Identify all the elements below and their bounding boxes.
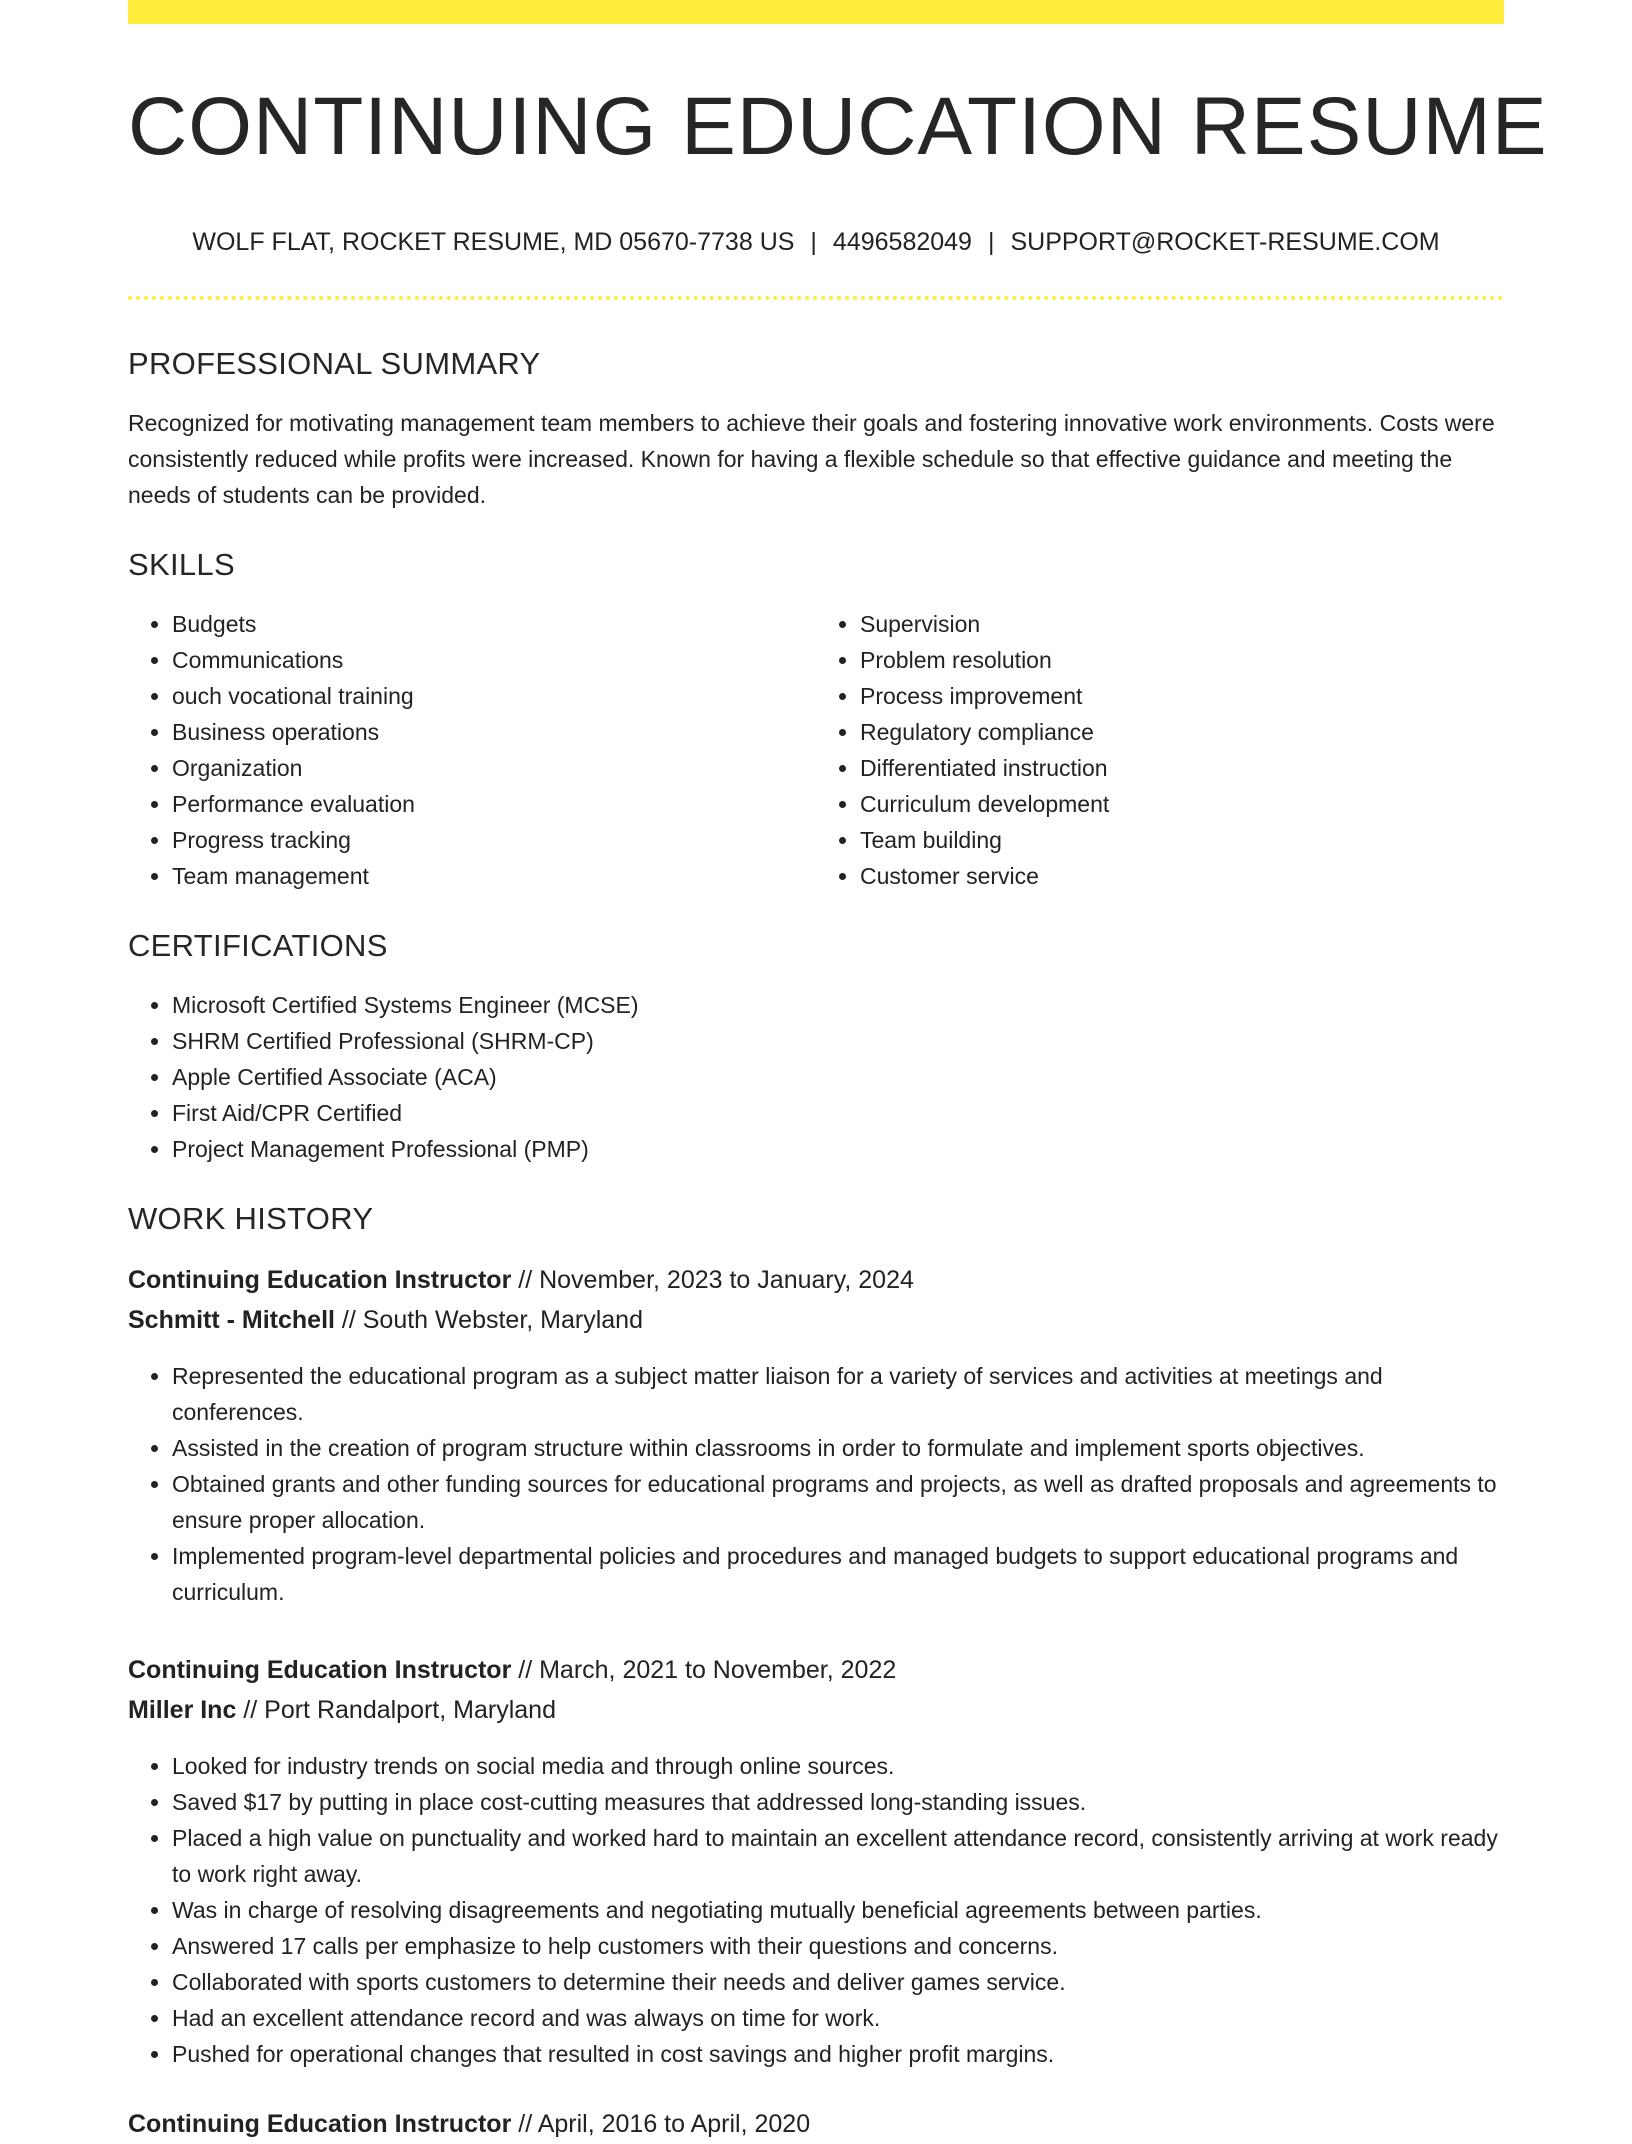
skill-item: • Budgets xyxy=(172,606,816,642)
certifications-heading: CERTIFICATIONS xyxy=(128,928,388,963)
work-history-heading: WORK HISTORY xyxy=(128,1201,374,1236)
dotted-divider xyxy=(128,296,1504,300)
skills-column-right xyxy=(816,606,1504,894)
contact-email[interactable]: SUPPORT@ROCKET-RESUME.COM xyxy=(1010,228,1440,256)
contact-separator: | xyxy=(987,228,995,256)
job-title-line xyxy=(128,1650,1504,1690)
skill-item: • Curriculum development xyxy=(860,786,1504,822)
job-bullet: • Saved $17 by putting in place cost-cutting measures that addressed long-standing issues. xyxy=(172,1784,1504,1820)
job-company-line xyxy=(128,1690,1504,1730)
certification-item: • SHRM Certified Professional (SHRM-CP) xyxy=(172,1023,1504,1059)
skills-list xyxy=(128,606,1504,894)
certification-item: • Project Management Professional (PMP) xyxy=(172,1131,1504,1167)
skill-item: • Team management xyxy=(172,858,816,894)
job-title: Continuing Education Instructor xyxy=(128,1656,512,1684)
contact-separator: | xyxy=(810,228,817,256)
skill-item: • Supervision xyxy=(860,606,1504,642)
skill-item: • Customer service xyxy=(860,858,1504,894)
job-bullet: • Represented the educational program as a subject matter liaison for a variety of services and activities at meetings and conferences. xyxy=(172,1358,1504,1430)
contact-phone[interactable]: 4496582049 xyxy=(832,228,972,256)
skills-column-left xyxy=(128,606,816,894)
skill-item: • Progress tracking xyxy=(172,822,816,858)
job-bullet: • Answered 17 calls per emphasize to help customers with their questions and concerns. xyxy=(172,1928,1504,1964)
certifications-list xyxy=(128,987,1504,1167)
skill-item: • Communications xyxy=(172,642,816,678)
job-dates: // April, 2016 to April, 2020 xyxy=(511,2110,811,2138)
job-bullets xyxy=(128,1358,1504,1610)
skill-item: • Problem resolution xyxy=(860,642,1504,678)
job-title: Continuing Education Instructor xyxy=(128,2110,512,2138)
job-bullet: • Assisted in the creation of program structure within classrooms in order to formulate and implement sports objectives. xyxy=(172,1430,1504,1466)
job-bullet: • Obtained grants and other funding sources for educational programs and projects, as well as drafted proposals and agreements to ensure proper allocation. xyxy=(172,1466,1504,1538)
job-bullet: • Placed a high value on punctuality and worked hard to maintain an excellent attendance record, consistently arriving at work ready to work right away. xyxy=(172,1820,1504,1892)
job-location: // South Webster, Maryland xyxy=(334,1306,643,1334)
skill-item: • Performance evaluation xyxy=(172,786,816,822)
job-entry xyxy=(128,1260,1504,1610)
resume-page xyxy=(128,0,1548,2144)
certification-item: • Apple Certified Associate (ACA) xyxy=(172,1059,1504,1095)
job-bullet: • Implemented program-level departmental policies and procedures and managed budgets to support educational programs and curriculum. xyxy=(172,1538,1504,1610)
job-title: Continuing Education Instructor xyxy=(128,1266,512,1294)
job-title-line xyxy=(128,1260,1504,1300)
accent-top-bar xyxy=(128,0,1504,24)
job-company: Miller Inc xyxy=(128,1696,237,1724)
job-bullet: • Pushed for operational changes that resulted in cost savings and higher profit margins. xyxy=(172,2036,1504,2072)
summary-text: Recognized for motivating management team members to achieve their goals and fostering innovative work environments. Costs were consistently reduced while profits were increased. Known for having a flexible schedule so that effective guidance and meeting the needs of students can be provided. xyxy=(128,410,1495,508)
job-location: // Port Randalport, Maryland xyxy=(236,1696,556,1724)
skills-heading: SKILLS xyxy=(128,547,235,582)
job-dates: // November, 2023 to January, 2024 xyxy=(511,1266,914,1294)
job-bullets xyxy=(128,1748,1504,2072)
job-bullet: • Was in charge of resolving disagreements and negotiating mutually beneficial agreements between parties. xyxy=(172,1892,1504,1928)
summary-heading: PROFESSIONAL SUMMARY xyxy=(128,346,541,381)
contact-address: WOLF FLAT, ROCKET RESUME, MD 05670-7738 US xyxy=(192,228,795,256)
job-company-line xyxy=(128,1300,1504,1340)
job-bullet: • Had an excellent attendance record and was always on time for work. xyxy=(172,2000,1504,2036)
skill-item: • Process improvement xyxy=(860,678,1504,714)
contact-line xyxy=(128,230,1504,255)
skill-item: • Organization xyxy=(172,750,816,786)
resume-title: CONTINUING EDUCATION RESUME xyxy=(128,81,1548,172)
job-company: Schmitt - Mitchell xyxy=(128,1306,335,1334)
skill-item: • Business operations xyxy=(172,714,816,750)
job-title-line xyxy=(128,2104,1504,2144)
skill-item: • ouch vocational training xyxy=(172,678,816,714)
job-bullet: • Collaborated with sports customers to determine their needs and deliver games service. xyxy=(172,1964,1504,2000)
job-dates: // March, 2021 to November, 2022 xyxy=(511,1656,897,1684)
skill-item: • Regulatory compliance xyxy=(860,714,1504,750)
job-bullet: • Looked for industry trends on social media and through online sources. xyxy=(172,1748,1504,1784)
certification-item: • First Aid/CPR Certified xyxy=(172,1095,1504,1131)
job-entry xyxy=(128,1650,1504,2072)
certification-item: • Microsoft Certified Systems Engineer (MCSE) xyxy=(172,987,1504,1023)
skill-item: • Differentiated instruction xyxy=(860,750,1504,786)
skill-item: • Team building xyxy=(860,822,1504,858)
